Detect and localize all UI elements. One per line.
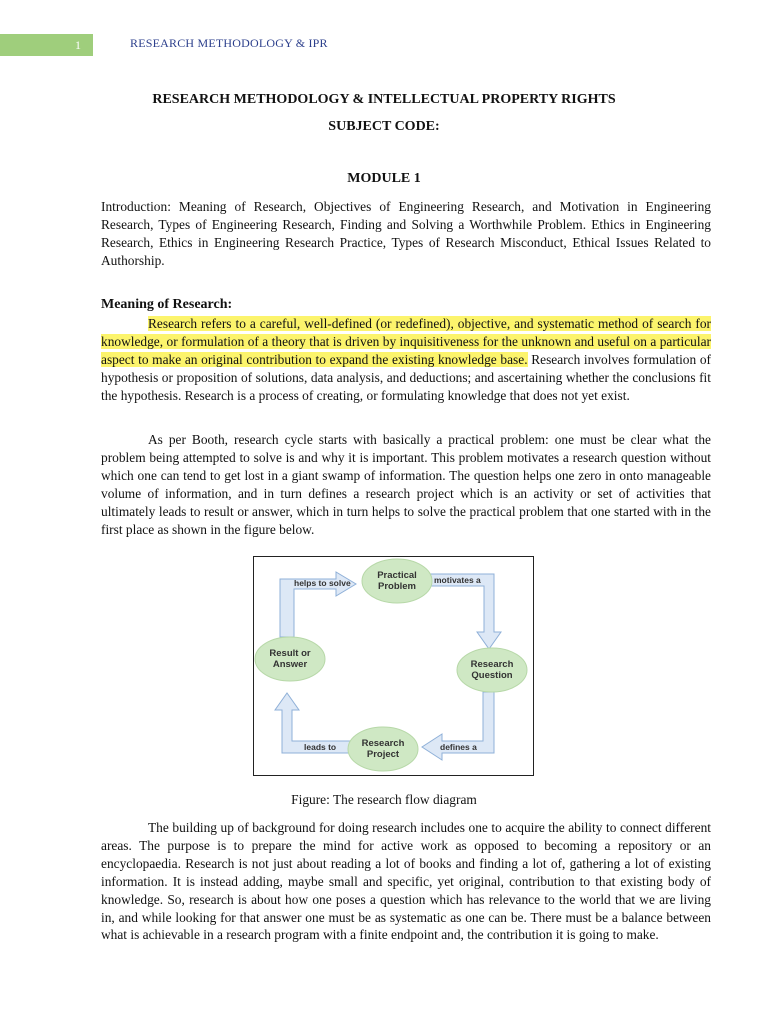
meaning-heading: Meaning of Research: xyxy=(101,297,233,312)
edge-label-defines: defines a xyxy=(440,742,477,752)
background-paragraph: The building up of background for doing research includes one to acquire the ability to connect different areas. The purpose is to prepare the mind for active work as opposed to becoming a repository or an encyclopaedia. Research is not just about reading a lot of books and finding a lot of, gathering a lot of existing information. It is instead adding, maybe small and specific, yet original, contribution to that existing body of knowledge. So, research is about how one poses a question which has relevance to the world that we are living in, and while looking for that answer one must be as systematic as one can be. There must be a balance between what is achievable in a research program with a finite endpoint and, the contribution it is going to make. xyxy=(101,820,711,943)
node-practical-line2: Problem xyxy=(377,581,417,592)
module-heading: MODULE 1 xyxy=(347,171,421,186)
page-number-badge xyxy=(0,34,93,56)
research-flow-svg xyxy=(254,557,533,775)
edge-label-leads: leads to xyxy=(304,742,337,752)
node-result-line1: Result or xyxy=(269,648,311,659)
page-number: 1 xyxy=(75,38,81,52)
meaning-paragraph-rest: Research involves formulation of hypothesis or proposition of solutions, data analysis, and deductions; and ascertaining whether the conclusions fit the hypothesis. Research is a process of creating, or formulating knowledge that does not yet exist. xyxy=(101,351,711,403)
node-project-line1: Research xyxy=(361,738,405,749)
research-flow-diagram xyxy=(253,556,534,776)
document-title: RESEARCH METHODOLOGY & INTELLECTUAL PROPERTY RIGHTS xyxy=(152,92,616,107)
booth-paragraph: As per Booth, research cycle starts with basically a practical problem: one must be clear what the problem being attempted to solve is and why it is important. This problem motivates a research question without which one can tend to get lost in a giant swamp of information. The question helps one zero in onto manageable volume of information, and in turn defines a research project which is an activity or set of activities that ultimately leads to result or answer, which in turn helps to solve the practical problem that one started with in the first place as shown in the figure below. xyxy=(101,432,711,537)
highlighted-definition: Research refers to a careful, well-defined (or redefined), objective, and systematic method of search for knowledge, or formulation of a theory that is driven by inquisitiveness for the unknown and useful on a particular aspect to make an original contribution to expand the existing knowledge base. xyxy=(101,316,711,367)
arrow-motivates xyxy=(426,574,501,649)
node-research-project xyxy=(348,727,418,771)
edge-label-helps: helps to solve xyxy=(294,578,351,588)
node-project-line2: Project xyxy=(366,749,400,760)
node-practical-line1: Practical xyxy=(377,570,417,581)
running-header: RESEARCH METHODOLOGY & IPR xyxy=(130,36,328,50)
node-result-line2: Answer xyxy=(272,659,308,670)
node-practical-problem xyxy=(362,559,432,603)
node-research-question xyxy=(457,648,527,692)
intro-paragraph: Introduction: Meaning of Research, Objectives of Engineering Research, and Motivation in Engineering Research, Types of Engineering Research, Finding and Solving a Worthwhile Problem. Ethics in Engineering Research, Ethics in Engineering Research Practice, Types of Research Misconduct, Ethical Issues Related to Authorship. xyxy=(101,199,711,268)
edge-label-motivates: motivates a xyxy=(434,575,481,585)
subject-code: SUBJECT CODE: xyxy=(328,119,440,134)
figure-caption: Figure: The research flow diagram xyxy=(291,792,477,807)
node-result-answer xyxy=(255,637,325,681)
meaning-paragraph xyxy=(101,315,711,405)
node-question-line1: Research xyxy=(470,659,514,670)
node-question-line2: Question xyxy=(471,670,513,681)
